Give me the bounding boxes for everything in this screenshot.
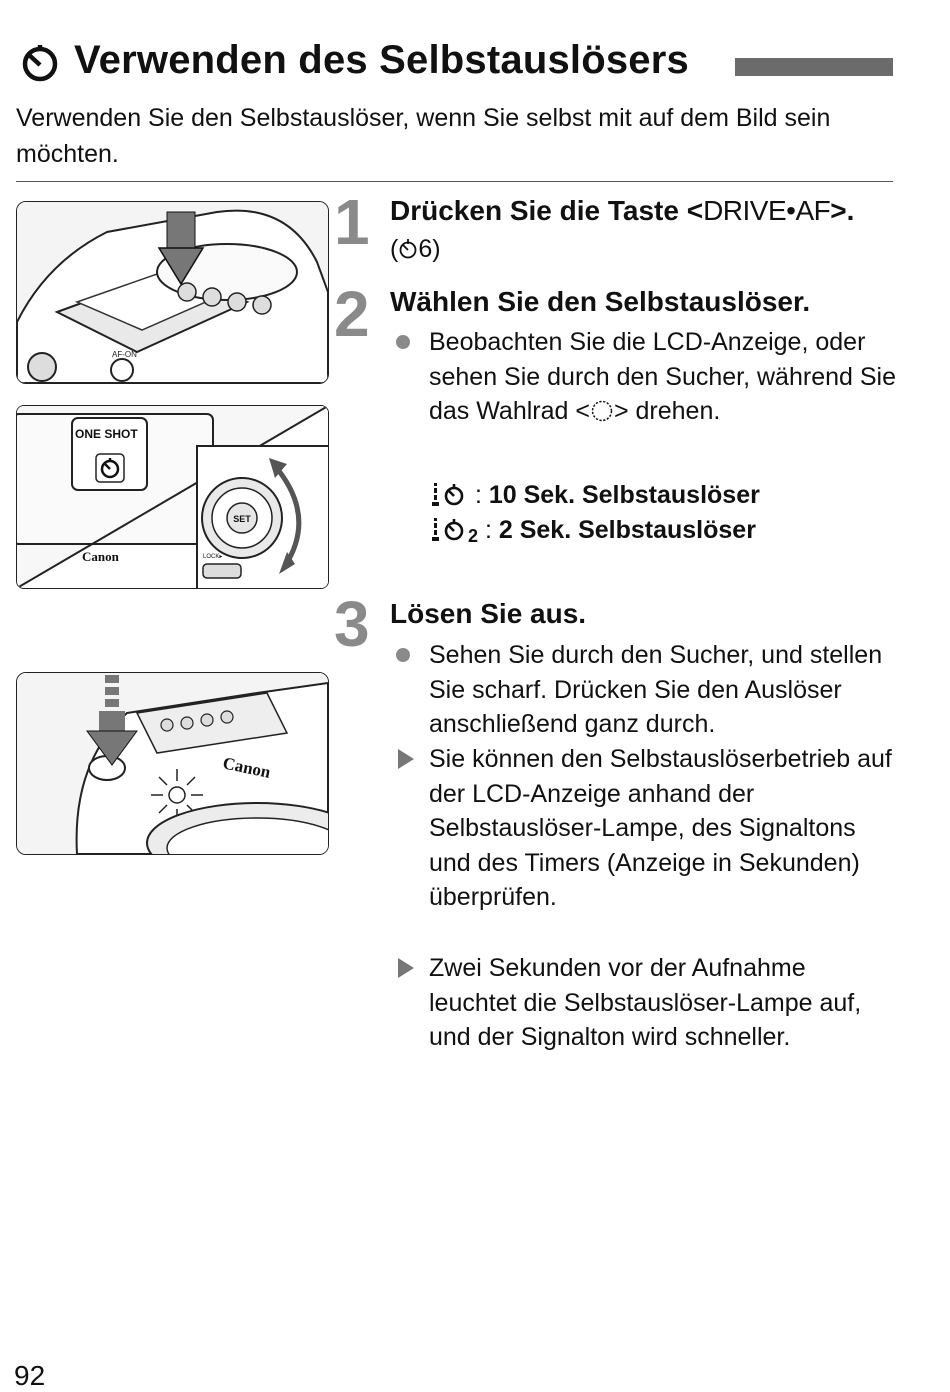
step-1-heading-pre: Drücken Sie die Taste < xyxy=(390,195,704,226)
step-3-result-2: Zwei Sekunden vor der Aufnahme leuchtet die Selbstauslöser-Lampe auf, und der Signalton wird schneller. xyxy=(429,954,862,1052)
step-1-heading xyxy=(390,195,854,227)
step-1-heading-post: >. xyxy=(830,195,855,226)
step-2-bullet: Beobachten Sie die LCD-Anzeige, oder sehen Sie durch den Sucher, während Sie das Wahlrad < > drehen. xyxy=(429,328,896,426)
lock-label: LOCK▸ xyxy=(203,554,223,560)
step-number-3: 3 xyxy=(334,588,370,660)
bullet-icon xyxy=(396,648,410,662)
mode-2-subscript: 2 xyxy=(468,526,479,546)
brand-logo: Canon xyxy=(82,549,119,564)
page-number: 92 xyxy=(14,1360,46,1391)
lcd-self-timer-icon xyxy=(96,454,124,482)
page-reference-icon xyxy=(398,238,418,260)
illustration-drive-button xyxy=(16,201,329,384)
main-dial-icon xyxy=(590,399,614,423)
mode-2-sec-label: 2 Sek. Selbstauslöser xyxy=(498,516,756,544)
page-title: Verwenden des Selbstauslösers xyxy=(74,38,689,82)
step-3-heading: Lösen Sie aus. xyxy=(390,598,587,629)
step-number-2: 2 xyxy=(334,278,370,350)
result-arrow-icon xyxy=(398,958,414,978)
mode-2-sec: 2 : 2 Sek. Selbstauslöser xyxy=(432,515,756,547)
bullet-icon xyxy=(396,335,410,349)
brand-logo-camera: Canon xyxy=(221,753,273,782)
title-decoration-bar xyxy=(735,58,893,76)
result-arrow-icon xyxy=(398,749,414,769)
mode-10-sec: : 10 Sek. Selbstauslöser xyxy=(432,480,760,510)
step-3-result-1: Sie können den Selbstauslöserbetrieb auf der LCD-Anzeige anhand der Selbstauslöser-Lampe, des Signaltons und des Timers (Anzeige in Sekunden) überprüfen. xyxy=(429,745,892,912)
set-button-label: SET xyxy=(233,514,251,524)
step-2-heading: Wählen Sie den Selbstauslöser. xyxy=(390,286,811,317)
step-number-1: 1 xyxy=(334,186,370,258)
af-on-label: AF-ON xyxy=(112,350,137,359)
remote-self-timer-10-icon xyxy=(432,480,468,508)
illustration-shutter-release xyxy=(16,672,329,855)
step-3-bullet: Sehen Sie durch den Sucher, und stellen Sie scharf. Drücken Sie den Auslöser anschließend ganz durch. xyxy=(429,641,883,739)
step-1-page-reference: ( 6) xyxy=(390,235,441,263)
drive-af-key-label: DRIVE•AF xyxy=(703,195,831,226)
remote-self-timer-2-icon xyxy=(432,515,468,543)
lcd-one-shot-label: ONE SHOT xyxy=(75,427,138,441)
mode-10-sec-label: 10 Sek. Selbstauslöser xyxy=(488,481,760,509)
intro-text: Verwenden Sie den Selbstauslöser, wenn Sie selbst mit auf dem Bild sein möchten. xyxy=(16,104,831,168)
self-timer-icon xyxy=(18,40,62,84)
divider xyxy=(16,181,893,182)
illustration-lcd-dial xyxy=(16,405,329,589)
